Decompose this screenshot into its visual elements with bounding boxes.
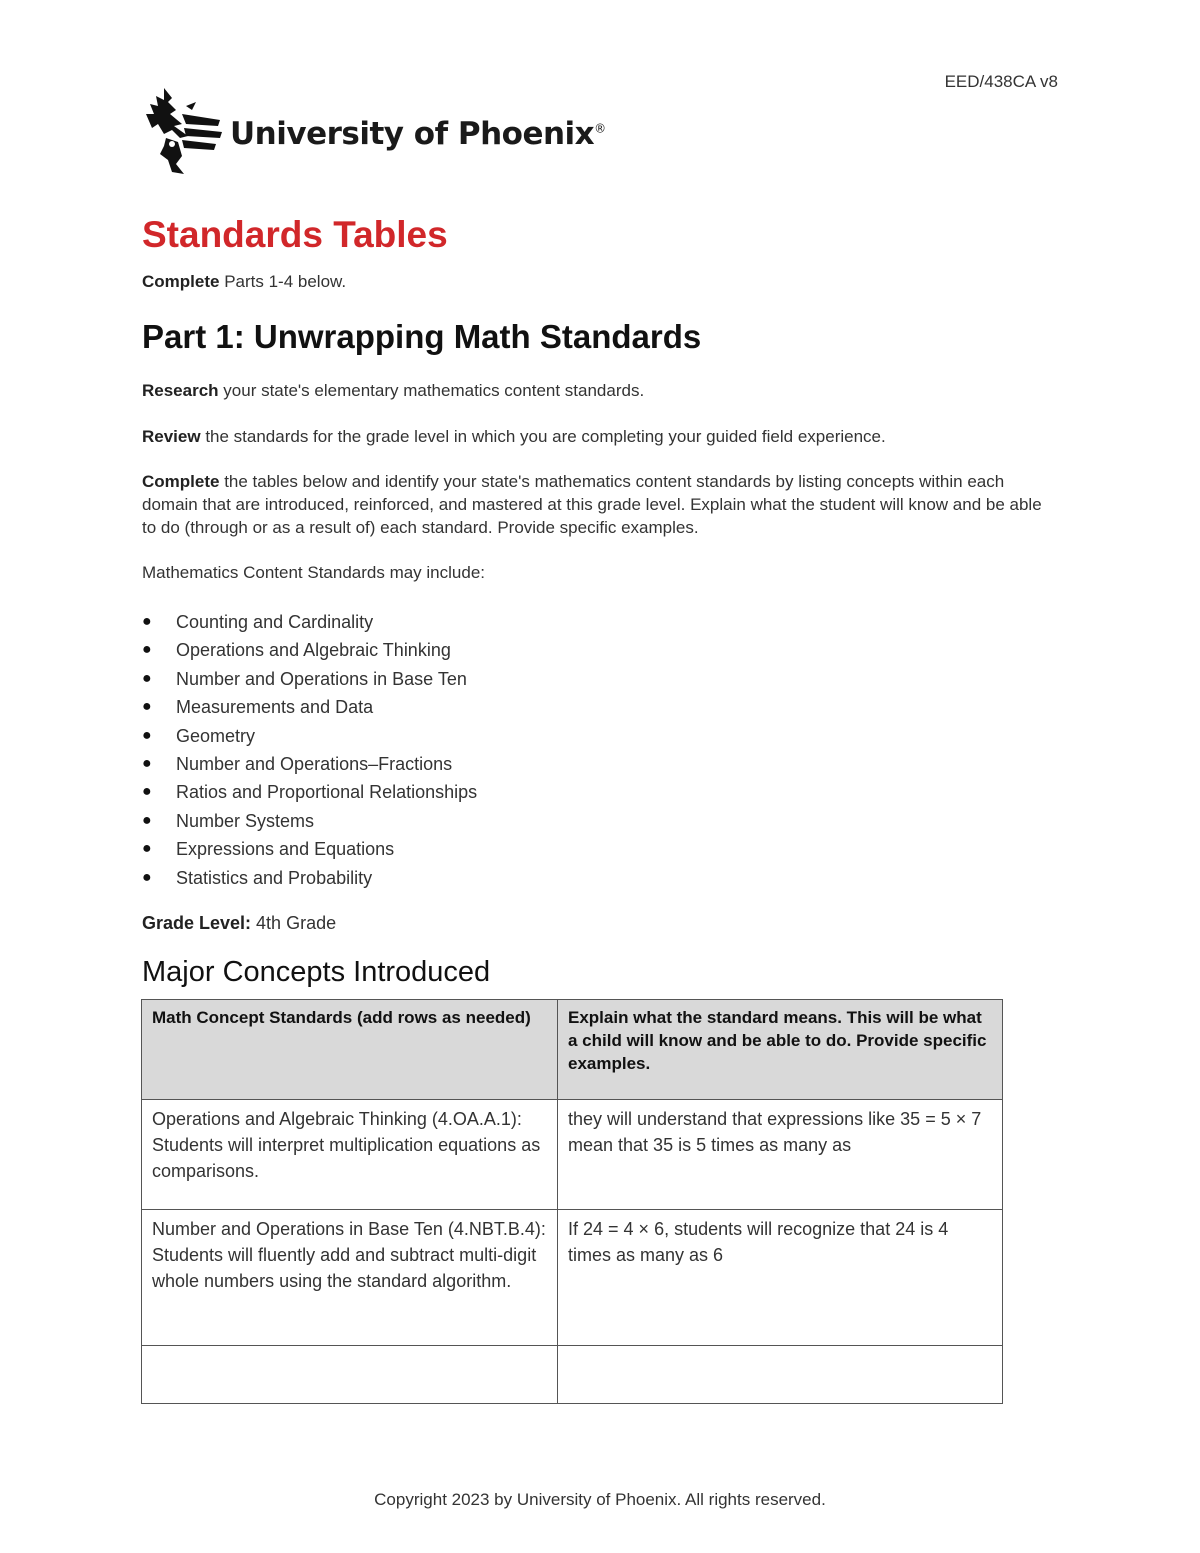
registered-mark: ® (594, 121, 606, 136)
list-item: ● Number and Operations in Base Ten (142, 665, 1042, 693)
list-item: ● Expressions and Equations (142, 835, 1042, 863)
bullet-icon: ● (142, 698, 152, 716)
domains-list (142, 608, 1042, 892)
table-cell[interactable] (142, 1346, 558, 1404)
complete-instruction: Complete the tables below and identify your state's mathematics content standards by listing concepts within each domain that are introduced, reinforced, and mastered at this grade level. Explain what the student will know and be able to do (through or as a result of) each standard. Provide specific examples. (142, 472, 1042, 537)
table-cell[interactable]: they will understand that expressions like 35 = 5 × 7 mean that 35 is 5 times as many as (558, 1100, 1003, 1210)
bullet-icon: ● (142, 840, 152, 858)
list-item: ● Counting and Cardinality (142, 608, 1042, 636)
copyright-footer: Copyright 2023 by University of Phoenix. All rights reserved. (374, 1490, 826, 1509)
phoenix-bird-icon (142, 84, 224, 178)
part1-heading: Part 1: Unwrapping Math Standards (142, 318, 702, 355)
bullet-icon: ● (142, 755, 152, 773)
bullet-icon: ● (142, 868, 152, 886)
column-header-concept: Math Concept Standards (add rows as needed) (142, 1000, 558, 1100)
bullet-icon: ● (142, 641, 152, 659)
bullet-icon: ● (142, 783, 152, 801)
table-cell[interactable] (558, 1346, 1003, 1404)
review-instruction: Review the standards for the grade level in which you are completing your guided field experience. (142, 427, 886, 446)
bullet-icon: ● (142, 726, 152, 744)
table-cell[interactable]: Number and Operations in Base Ten (4.NBT.B.4): Students will fluently add and subtract multi-digit whole numbers using the standard algorithm. (142, 1210, 558, 1346)
bullet-icon: ● (142, 811, 152, 829)
bullet-icon: ● (142, 613, 152, 630)
intro-instruction: Complete Parts 1-4 below. (142, 272, 347, 291)
list-item: ● Geometry (142, 722, 1042, 750)
list-item: ● Measurements and Data (142, 693, 1042, 721)
list-item: ● Operations and Algebraic Thinking (142, 636, 1042, 664)
page-title: Standards Tables (142, 214, 448, 255)
standards-table (141, 999, 1003, 1404)
table-row (142, 1346, 1003, 1404)
grade-level: Grade Level: 4th Grade (142, 913, 337, 934)
logo-wordmark: University of Phoenix® (230, 116, 606, 152)
list-item: ● Number Systems (142, 807, 1042, 835)
document-body (142, 212, 1042, 989)
domains-intro: Mathematics Content Standards may include: (142, 563, 486, 582)
list-item: ● Number and Operations–Fractions (142, 750, 1042, 778)
table-header-row (142, 1000, 1003, 1100)
university-logo (142, 84, 606, 178)
table-cell[interactable]: Operations and Algebraic Thinking (4.OA.A.1): Students will interpret multiplication equations as comparisons. (142, 1100, 558, 1210)
column-header-explanation: Explain what the standard means. This will be what a child will know and be able to do. Provide specific examples. (558, 1000, 1003, 1100)
list-item: ● Ratios and Proportional Relationships (142, 778, 1042, 806)
document-code: EED/438CA v8 (944, 72, 1058, 91)
research-instruction: Research your state's elementary mathematics content standards. (142, 381, 645, 400)
table-cell[interactable]: If 24 = 4 × 6, students will recognize that 24 is 4 times as many as 6 (558, 1210, 1003, 1346)
table-row (142, 1210, 1003, 1346)
list-item: ● Statistics and Probability (142, 864, 1042, 892)
bullet-icon: ● (142, 669, 152, 687)
section-heading: Major Concepts Introduced (142, 956, 491, 989)
table-row (142, 1100, 1003, 1210)
